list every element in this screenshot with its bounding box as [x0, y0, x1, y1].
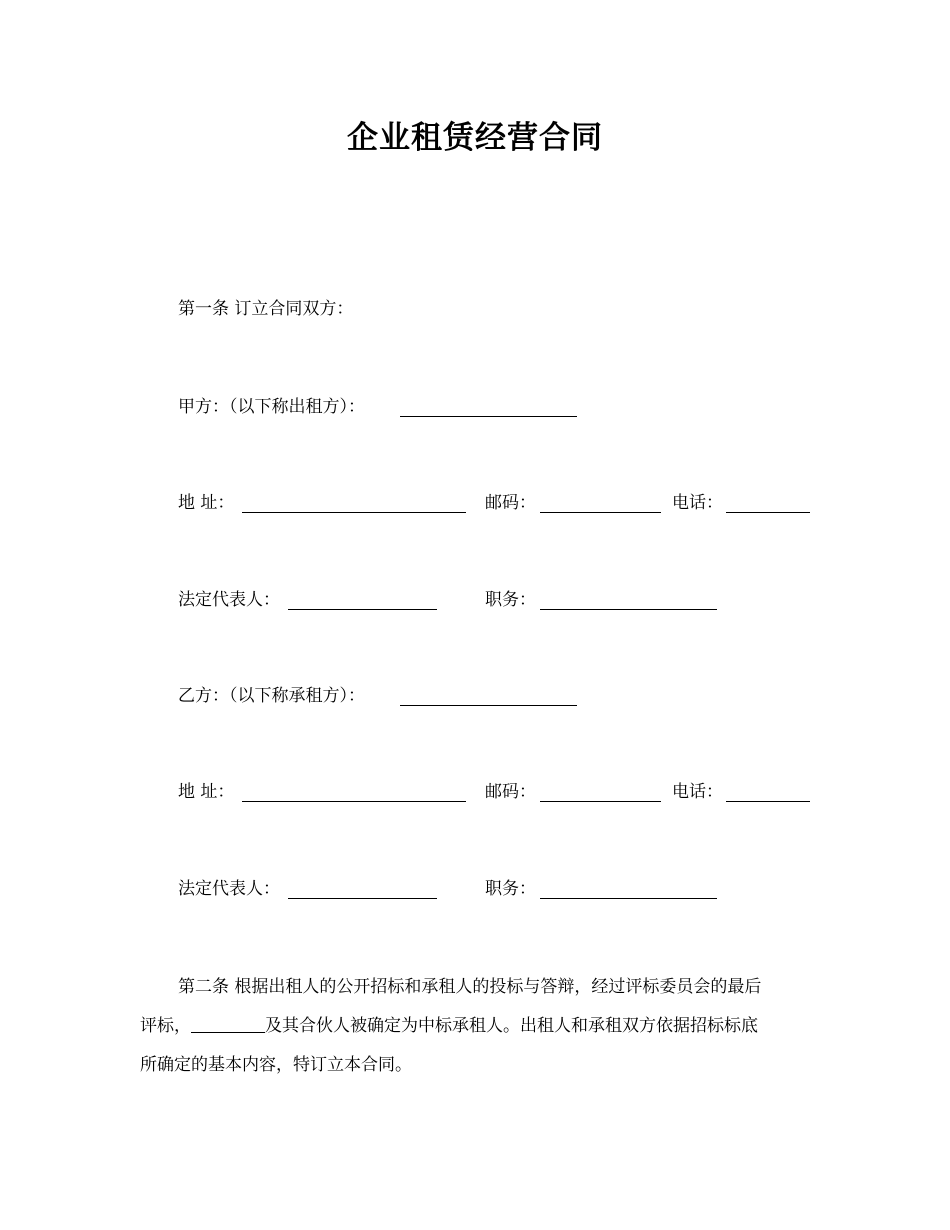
- party-b-name-field[interactable]: [400, 685, 577, 706]
- party-b-label: 乙方：（以下称承租方）：: [178, 686, 365, 706]
- article-2-line-3: 所确定的基本内容，特订立本合同。: [140, 1055, 412, 1075]
- party-a-address-field[interactable]: [242, 492, 466, 513]
- party-b-rep-field[interactable]: [288, 878, 437, 899]
- party-a-address-label: 地 址：: [178, 493, 235, 513]
- party-b-address-field[interactable]: [242, 781, 466, 802]
- winning-bidder-field[interactable]: [191, 1014, 265, 1033]
- party-b-phone-field[interactable]: [726, 781, 810, 802]
- article-1-heading: 第一条 订立合同双方：: [178, 299, 354, 319]
- party-b-address-label: 地 址：: [178, 782, 235, 802]
- party-a-phone-field[interactable]: [726, 492, 810, 513]
- article-2-paragraph: [140, 968, 812, 1085]
- party-b-postcode-field[interactable]: [540, 781, 661, 802]
- party-b-position-field[interactable]: [540, 878, 717, 899]
- party-a-rep-field[interactable]: [288, 589, 437, 610]
- party-a-position-label: 职务：: [485, 590, 536, 610]
- party-a-position-field[interactable]: [540, 589, 717, 610]
- party-a-postcode-label: 邮码：: [485, 493, 536, 513]
- article-2-line-1: 第二条 根据出租人的公开招标和承租人的投标与答辩，经过评标委员会的最后: [178, 977, 762, 997]
- party-b-postcode-label: 邮码：: [485, 782, 536, 802]
- party-a-label: 甲方：（以下称出租方）：: [178, 397, 365, 417]
- article-2-line-2: [140, 1007, 812, 1046]
- party-a-phone-label: 电话：: [672, 493, 723, 513]
- party-a-postcode-field[interactable]: [540, 492, 661, 513]
- party-b-position-label: 职务：: [485, 879, 536, 899]
- party-b-rep-label: 法定代表人：: [178, 879, 280, 899]
- party-a-name-field[interactable]: [400, 396, 577, 417]
- article-2-line-2-suffix: 及其合伙人被确定为中标承租人。出租人和承租双方依据招标标底: [265, 1016, 758, 1036]
- document-title: 企业租赁经营合同: [347, 120, 603, 156]
- article-2-line-2-prefix: 评标，: [140, 1016, 191, 1036]
- party-b-phone-label: 电话：: [672, 782, 723, 802]
- party-a-rep-label: 法定代表人：: [178, 590, 280, 610]
